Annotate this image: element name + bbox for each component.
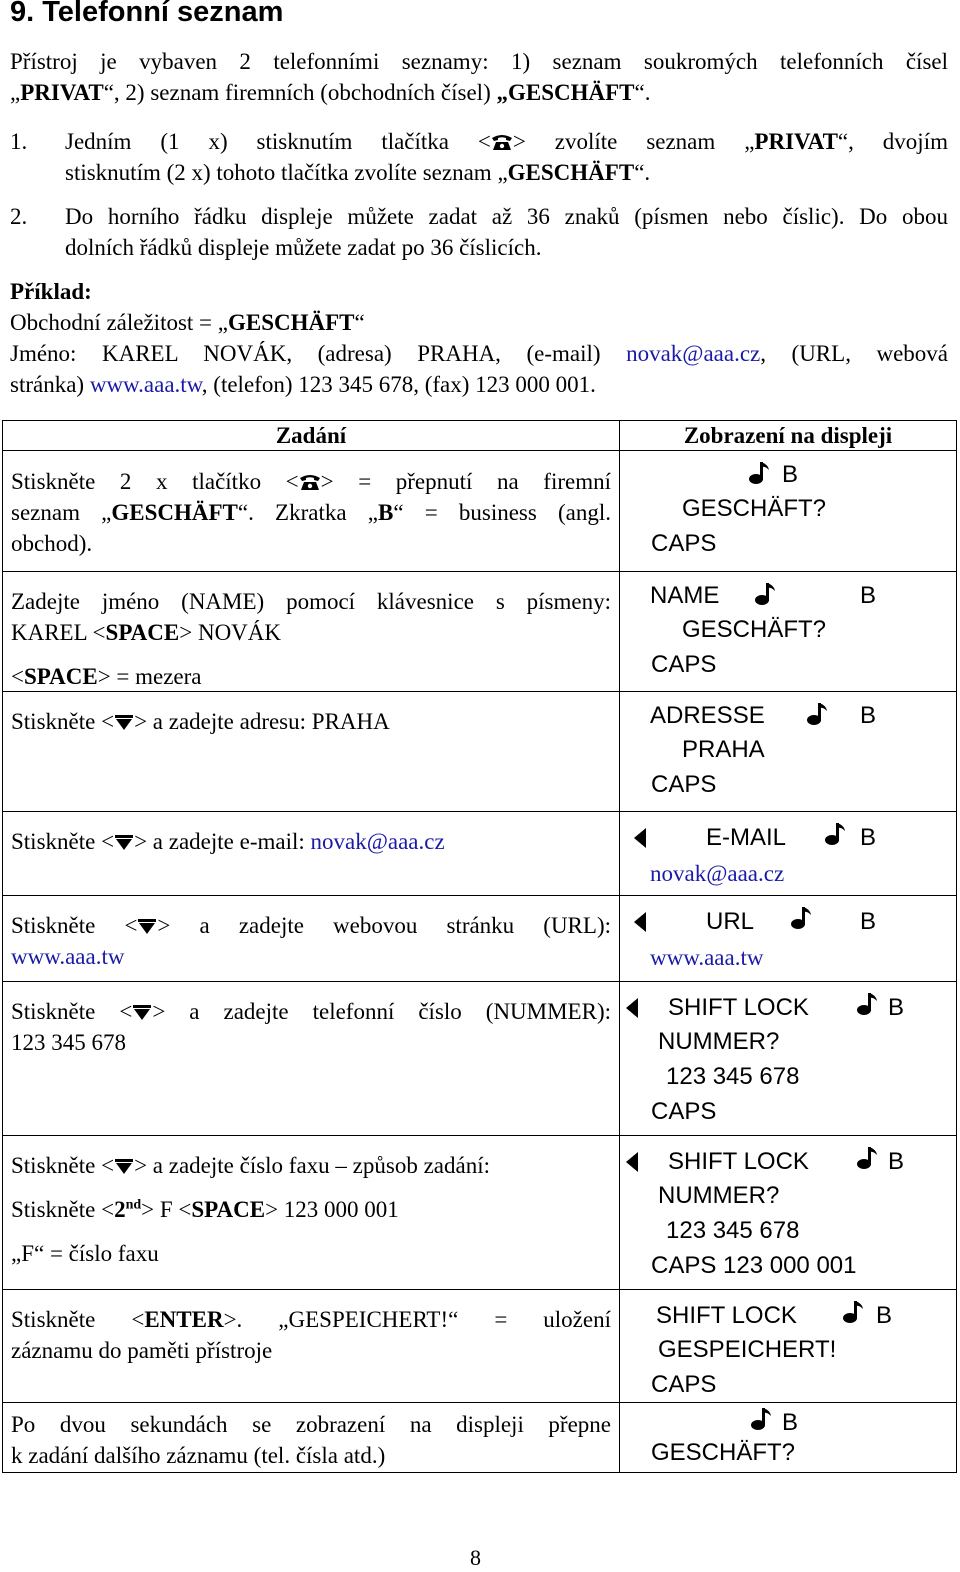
music-note-icon xyxy=(790,904,812,930)
display-screen: SHIFT LOCK B NUMMER? 123 345 678 CAPS xyxy=(620,982,957,1136)
display-screen: ADRESSE B PRAHA CAPS xyxy=(620,692,957,812)
column-header-display: Zobrazení na displeji xyxy=(620,421,957,451)
display-screen: SHIFT LOCK B GESPEICHERT! CAPS xyxy=(620,1290,957,1403)
left-arrow-icon xyxy=(626,998,638,1018)
down-arrow-icon xyxy=(132,1003,152,1021)
music-note-icon xyxy=(842,1298,864,1324)
music-note-icon xyxy=(748,459,770,485)
table-row: Stiskněte < > a zadejte číslo faxu – způsob zadání: Stiskněte <2nd> F <SPACE> 123 000 001 „F“ = číslo faxu SHIFT LOCK B NUMMER? 123 345 678 CAPS 123 000 001 xyxy=(3,1136,957,1290)
table-row: Po dvou sekundách se zobrazení na displeji přepne k zadání dalšího záznamu (tel. čísla atd.) B GESCHÄFT? xyxy=(3,1403,957,1473)
display-screen: NAME B GESCHÄFT? CAPS xyxy=(620,572,957,692)
table-row: Stiskněte <ENTER>. „GESPEICHERT!“ = uložení záznamu do paměti přístroje SHIFT LOCK B GESPEICHERT! CAPS xyxy=(3,1290,957,1403)
example-line-1: Obchodní záležitost = „GESCHÄFT“ xyxy=(10,310,365,335)
intro-paragraph xyxy=(10,46,948,108)
music-note-icon xyxy=(856,990,878,1016)
left-arrow-icon xyxy=(634,828,646,848)
example-heading: Příklad: xyxy=(10,279,92,304)
music-note-icon xyxy=(856,1144,878,1170)
music-note-icon xyxy=(754,580,776,606)
table-row: Stiskněte 2 x tlačítko < > = přepnutí na firemní seznam „GESCHÄFT“. Zkratka „B“ = business (angl. obchod). B GESCHÄFT? CAPS xyxy=(3,451,957,572)
example-line-2: Jméno: KAREL NOVÁK, (adresa) PRAHA, (e-mail) novak@aaa.cz, (URL, webová xyxy=(10,341,948,366)
table-row: Stiskněte < > a zadejte e-mail: novak@aaa.cz E-MAIL B novak@aaa.cz xyxy=(3,812,957,896)
phone-icon xyxy=(299,473,321,491)
column-header-input: Zadání xyxy=(3,421,620,451)
email-link[interactable]: novak@aaa.cz xyxy=(310,829,445,854)
intro-line-1: Přístroj je vybaven 2 telefonními seznamy: 1) seznam soukromých telefonních čísel xyxy=(10,49,948,74)
url-link[interactable]: www.aaa.tw xyxy=(89,372,202,397)
email-link[interactable]: novak@aaa.cz xyxy=(626,341,761,366)
entry-table xyxy=(2,420,957,1473)
music-note-icon xyxy=(806,700,828,726)
down-arrow-icon xyxy=(114,713,134,731)
phone-icon xyxy=(491,133,513,151)
left-arrow-icon xyxy=(626,1152,638,1172)
display-screen: B GESCHÄFT? xyxy=(620,1403,957,1473)
down-arrow-icon xyxy=(114,1157,134,1175)
left-arrow-icon xyxy=(634,912,646,932)
display-screen: E-MAIL B novak@aaa.cz xyxy=(620,812,957,896)
intro-line-2: „PRIVAT“, 2) seznam firemních (obchodních čísel) „GESCHÄFT“. xyxy=(10,80,651,105)
table-row: Zadejte jméno (NAME) pomocí klávesnice s písmeny: KAREL <SPACE> NOVÁK <SPACE> = mezera NAME B GESCHÄFT? CAPS xyxy=(3,572,957,692)
table-row: Stiskněte < > a zadejte adresu: PRAHA ADRESSE B PRAHA CAPS xyxy=(3,692,957,812)
down-arrow-icon xyxy=(137,917,157,935)
display-screen: URL B www.aaa.tw xyxy=(620,896,957,982)
down-arrow-icon xyxy=(114,833,134,851)
table-row: Stiskněte < > a zadejte webovou stránku (URL): www.aaa.tw URL B www.aaa.tw xyxy=(3,896,957,982)
display-screen: B GESCHÄFT? CAPS xyxy=(620,451,957,572)
url-link[interactable]: www.aaa.tw xyxy=(11,944,125,969)
display-screen: SHIFT LOCK B NUMMER? 123 345 678 CAPS 123 000 001 xyxy=(620,1136,957,1290)
music-note-icon xyxy=(750,1405,772,1431)
table-row: Stiskněte < > a zadejte telefonní číslo (NUMMER): 123 345 678 SHIFT LOCK B NUMMER? 123 345 678 CAPS xyxy=(3,982,957,1136)
music-note-icon xyxy=(824,820,846,846)
page-title: 9. Telefonní seznam xyxy=(10,0,284,28)
page-number: 8 xyxy=(470,1545,481,1570)
example-line-3: stránka) www.aaa.tw, (telefon) 123 345 678, (fax) 123 000 001. xyxy=(10,372,596,397)
